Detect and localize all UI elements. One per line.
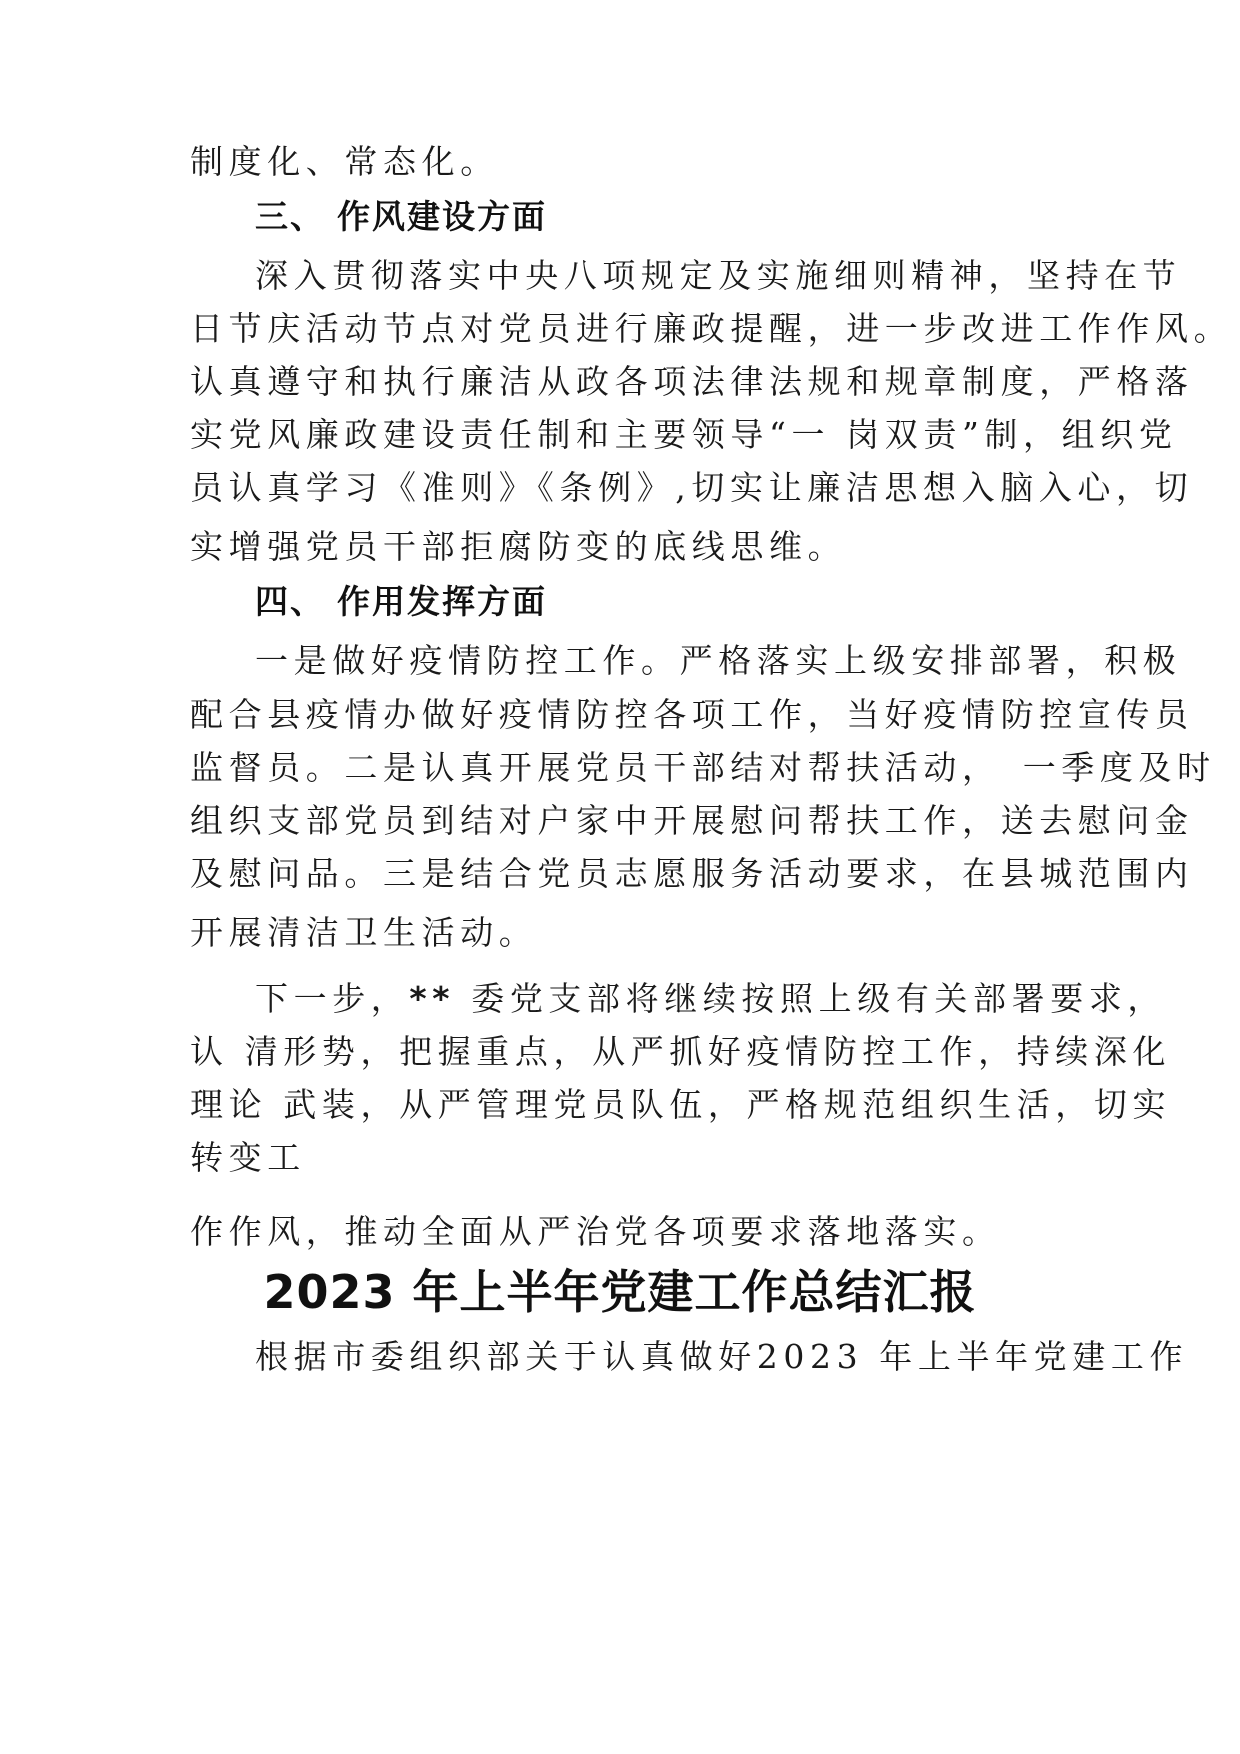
heading-number: 三、 — [255, 197, 325, 236]
section-heading-4 — [255, 582, 547, 622]
heading-number: 四、 — [255, 582, 325, 621]
section-heading-3 — [255, 197, 547, 237]
paragraph-line: 理论 武装，从严管理党员队伍，严格规范组织生活，切实 — [190, 1085, 1172, 1124]
paragraph-line: 制度化、常态化。 — [190, 142, 499, 181]
paragraph-line: 转变工 — [190, 1138, 306, 1177]
next-step-text: 委党支部将继续按照上级有关部署要求， — [455, 979, 1167, 1018]
paragraph-line: 作作风，推动全面从严治党各项要求落地落实。 — [190, 1212, 1001, 1251]
paragraph-line-next-step — [255, 979, 1167, 1019]
document-title: 2023 年上半年党建工作总结汇报 — [263, 1265, 977, 1319]
paragraph-line: 及慰问品。三是结合党员志愿服务活动要求，在县城范围内 — [190, 854, 1194, 893]
paragraph-line: 监督员。二是认真开展党员干部结对帮扶活动， 一季度及时 — [190, 748, 1216, 787]
next-step-prefix: 下一步， — [255, 979, 410, 1018]
paragraph-line: 日节庆活动节点对党员进行廉政提醒，进一步改进工作作风。 — [190, 309, 1233, 348]
redacted-name: ** — [409, 979, 456, 1018]
paragraph-line: 一是做好疫情防控工作。严格落实上级安排部署，积极 — [255, 641, 1182, 680]
heading-text: 作用发挥方面 — [337, 582, 547, 621]
paragraph-line: 认真遵守和执行廉洁从政各项法律法规和规章制度，严格落 — [190, 362, 1194, 401]
paragraph-line: 深入贯彻落实中央八项规定及实施细则精神，坚持在节 — [255, 256, 1182, 295]
paragraph-line: 认 清形势，把握重点，从严抓好疫情防控工作，持续深化 — [190, 1032, 1172, 1071]
paragraph-line: 实增强党员干部拒腐防变的底线思维。 — [190, 527, 847, 566]
paragraph-line: 开展清洁卫生活动。 — [190, 913, 538, 952]
paragraph-line: 配合县疫情办做好疫情防控各项工作，当好疫情防控宣传员 — [190, 695, 1194, 734]
paragraph-line: 组织支部党员到结对户家中开展慰问帮扶工作，送去慰问金 — [190, 801, 1194, 840]
paragraph-line: 根据市委组织部关于认真做好2023 年上半年党建工作 — [255, 1337, 1189, 1376]
paragraph-line: 实党风廉政建设责任制和主要领导“一 岗双责”制，组织党 — [190, 415, 1178, 454]
paragraph-line: 员认真学习《准则》《条例》,切实让廉洁思想入脑入心，切 — [190, 468, 1194, 507]
heading-text: 作风建设方面 — [337, 197, 547, 236]
